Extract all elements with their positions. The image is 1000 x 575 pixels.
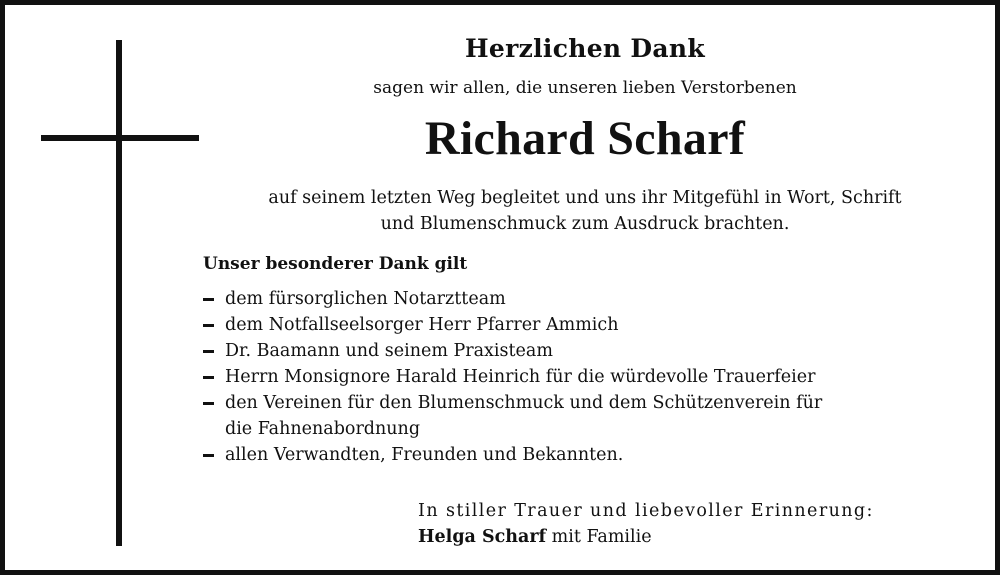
signature xyxy=(418,527,652,547)
list-item-text: den Vereinen für den Blumenschmuck und dem Schützenverein für xyxy=(225,393,823,413)
cross-icon-horizontal-bar xyxy=(41,135,199,141)
dash-bullet-icon xyxy=(203,350,214,353)
list-item xyxy=(203,442,822,468)
dash-bullet-icon xyxy=(203,324,214,327)
dash-bullet-icon xyxy=(203,402,214,405)
body-line: auf seinem letzten Weg begleitet und uns ihr Mitgefühl in Wort, Schrift xyxy=(268,188,902,208)
signature-suffix: mit Familie xyxy=(546,527,652,547)
signature-name: Helga Scharf xyxy=(418,527,547,547)
list-item xyxy=(203,338,822,364)
thanks-list xyxy=(203,286,822,468)
list-item-text: allen Verwandten, Freunden und Bekannten. xyxy=(225,445,624,465)
list-item-text: dem fürsorglichen Notarztteam xyxy=(225,289,506,309)
list-item-text: dem Notfallseelsorger Herr Pfarrer Ammich xyxy=(225,315,619,335)
body-line: und Blumenschmuck zum Ausdruck brachten. xyxy=(380,214,790,234)
dash-bullet-icon xyxy=(203,454,214,457)
list-item-text-continued: die Fahnenabordnung xyxy=(225,419,421,439)
list-item-text: Herrn Monsignore Harald Heinrich für die würdevolle Trauerfeier xyxy=(225,367,816,387)
list-item xyxy=(203,286,822,312)
list-item xyxy=(203,364,822,390)
dash-bullet-icon xyxy=(203,376,214,379)
list-item xyxy=(203,312,822,338)
dash-bullet-icon xyxy=(203,298,214,301)
deceased-name: Richard Scharf xyxy=(424,112,746,165)
thanks-heading: Unser besonderer Dank gilt xyxy=(203,254,468,274)
headline: Herzlichen Dank xyxy=(465,34,705,63)
list-item-text: Dr. Baamann und seinem Praxisteam xyxy=(225,341,553,361)
intro-text: sagen wir allen, die unseren lieben Verstorbenen xyxy=(373,78,797,98)
body-text xyxy=(205,185,965,237)
closing-line: In stiller Trauer und liebevoller Erinnerung: xyxy=(418,501,874,521)
list-item xyxy=(203,390,822,442)
cross-icon-vertical-bar xyxy=(116,40,122,546)
